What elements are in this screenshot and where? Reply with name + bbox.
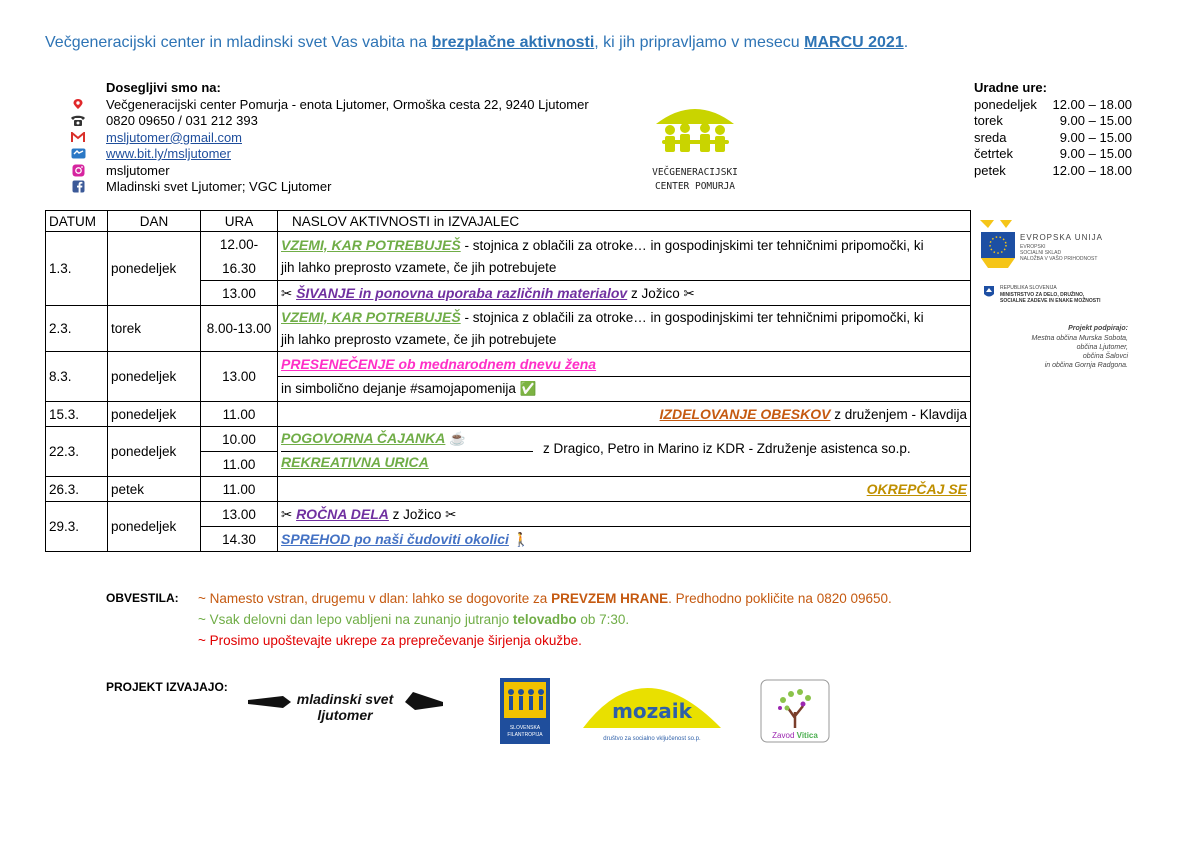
contact-address: Večgeneracijski center Pomurja - enota Ljutomer, Ormoška cesta 22, 9240 Ljutomer bbox=[106, 96, 589, 112]
mozaik-sub: društvo za socialno vključenost so.p. bbox=[603, 736, 701, 742]
link-icon bbox=[66, 146, 90, 163]
sf-line2: FILANTROPIJA bbox=[507, 732, 543, 738]
notice-exercise bbox=[198, 609, 1018, 630]
support-line: in občina Gornja Radgona. bbox=[1044, 362, 1128, 369]
activity-line bbox=[281, 454, 429, 470]
row-time: 16.30 bbox=[201, 256, 278, 281]
hours-row bbox=[974, 97, 1132, 114]
vgc-logo-line2: CENTER POMURJA bbox=[654, 181, 736, 192]
row-day: petek bbox=[108, 477, 201, 502]
activity-title: POGOVORNA ČAJANKA bbox=[281, 430, 446, 446]
row-activity bbox=[278, 502, 971, 527]
row-time: 13.00 bbox=[201, 352, 278, 402]
vitica-a: Zavod bbox=[772, 731, 797, 740]
zavod-vitica-logo bbox=[761, 680, 829, 742]
eu-line2: EVROPSKI bbox=[1020, 244, 1046, 250]
eu-line3: SOCIALNI SKLAD bbox=[1020, 250, 1062, 256]
ms-line2: ljutomer bbox=[317, 707, 373, 723]
activity-line bbox=[281, 430, 466, 447]
partners-label: PROJEKT IZVAJAJO: bbox=[106, 680, 228, 694]
notice-bold: PREVZEM HRANE bbox=[551, 591, 669, 606]
row-activity bbox=[278, 352, 971, 377]
row-day: torek bbox=[108, 306, 201, 352]
support-line: občina Šalovci bbox=[1082, 353, 1128, 360]
scissors-icon: ✂ bbox=[281, 506, 297, 522]
contact-header: Dosegljivi smo na: bbox=[106, 80, 221, 95]
activity-desc: - stojnica z oblačili za otroke… in gospodinjskimi ter tehničnimi pripomočki, ki bbox=[460, 310, 924, 325]
hours-day: sreda bbox=[974, 129, 1007, 145]
table-row bbox=[46, 477, 971, 502]
scissors-icon: ✂ bbox=[445, 506, 457, 522]
row-activity bbox=[278, 402, 971, 427]
row-day: ponedeljek bbox=[108, 352, 201, 402]
table-header-row bbox=[46, 211, 971, 232]
hours-time: 12.00 – 18.00 bbox=[1052, 96, 1132, 112]
hours-time: 12.00 – 18.00 bbox=[1052, 162, 1132, 178]
contact-instagram: msljutomer bbox=[106, 162, 170, 178]
intro-free: brezplačne aktivnosti bbox=[431, 34, 595, 51]
row-activity bbox=[278, 281, 971, 306]
eu-flag-icon bbox=[980, 220, 1015, 268]
row-activity bbox=[278, 527, 971, 552]
scissors-icon: ✂ bbox=[683, 285, 695, 301]
activity-title: ROČNA DELA bbox=[296, 505, 389, 522]
row-activity bbox=[278, 477, 971, 502]
activity-title: OKREPČAJ SE bbox=[866, 481, 967, 497]
instagram-icon bbox=[66, 162, 90, 179]
teacup-icon: ☕ bbox=[449, 431, 466, 446]
row-date: 15.3. bbox=[46, 402, 108, 427]
mail-icon bbox=[66, 129, 90, 146]
notices-label: OBVESTILA: bbox=[106, 591, 179, 605]
activity-desc: jih lahko preprosto vzamete, če jih potrebujete bbox=[281, 259, 557, 275]
hours-day: četrtek bbox=[974, 146, 1014, 161]
activity-title: SPREHOD po naši čudoviti okolici bbox=[281, 530, 509, 547]
row-day: ponedeljek bbox=[108, 402, 201, 427]
activity-who: z druženjem - Klavdija bbox=[830, 407, 967, 422]
notice-food bbox=[198, 588, 1018, 609]
activity-title: ŠIVANJE in ponovna uporaba različnih materialov bbox=[296, 284, 628, 301]
notice-text: ob 7:30. bbox=[576, 612, 630, 627]
notice-safety: ~ Prosimo upoštevajte ukrepe za preprečevanje širjenja okužbe. bbox=[198, 633, 582, 648]
mozaik-logo bbox=[583, 688, 721, 742]
activity-desc: - stojnica z oblačili za otroke… in gospodinjskimi ter tehničnimi pripomočki, ki bbox=[460, 237, 924, 253]
support-line: občina Ljutomer, bbox=[1076, 344, 1128, 351]
table-row bbox=[46, 427, 971, 452]
row-date: 26.3. bbox=[46, 477, 108, 502]
divider bbox=[281, 451, 533, 452]
hours-day: torek bbox=[974, 113, 1003, 128]
notice-text: ~ Namesto vstran, drugemu v dlan: lahko se dogovorite za bbox=[198, 591, 552, 606]
activity-title: PRESENEČENJE ob mednarodnem dnevu žena bbox=[281, 356, 597, 372]
vitica-text bbox=[772, 731, 818, 740]
hours-time: 9.00 – 15.00 bbox=[1059, 129, 1132, 145]
row-time: 14.30 bbox=[201, 527, 278, 552]
ms-line1: mladinski svet bbox=[296, 691, 394, 707]
table-row bbox=[46, 402, 971, 427]
activity-who: z Dragico, Petro in Marino iz KDR - Združenje asistenca so.p. bbox=[543, 441, 911, 456]
row-date: 22.3. bbox=[46, 427, 108, 477]
row-date: 29.3. bbox=[46, 502, 108, 552]
row-activity bbox=[278, 427, 971, 477]
contact-facebook: Mladinski svet Ljutomer; VGC Ljutomer bbox=[106, 179, 332, 194]
col-header-date: DATUM bbox=[46, 211, 108, 232]
table-row bbox=[46, 352, 971, 377]
activity-who: z Jožico bbox=[627, 285, 684, 301]
table-row bbox=[46, 232, 971, 257]
eu-line1: EVROPSKA UNIJA bbox=[1020, 233, 1103, 242]
contact-block bbox=[106, 80, 589, 196]
mladinski-svet-logo bbox=[248, 691, 443, 723]
rs-line3: SOCIALNE ZADEVE IN ENAKE MOŽNOSTI bbox=[1000, 298, 1101, 304]
location-icon bbox=[66, 96, 90, 113]
table-row bbox=[46, 502, 971, 527]
vgc-logo bbox=[648, 98, 743, 200]
rs-line1: REPUBLIKA SLOVENIJA bbox=[1000, 285, 1057, 291]
support-line: Mestna občina Murska Sobota, bbox=[1031, 335, 1128, 342]
notice-text: ~ Vsak delovni dan lepo vabljeni na zunanjo jutranjo bbox=[198, 612, 513, 627]
contact-icons bbox=[66, 96, 90, 195]
table-row bbox=[46, 306, 971, 352]
row-day: ponedeljek bbox=[108, 232, 201, 306]
row-day: ponedeljek bbox=[108, 427, 201, 477]
hours-day: ponedeljek bbox=[974, 96, 1037, 112]
row-time: 11.00 bbox=[201, 402, 278, 427]
hours-row bbox=[974, 113, 1132, 130]
scissors-icon: ✂ bbox=[281, 285, 297, 301]
col-header-day: DAN bbox=[108, 211, 201, 232]
hours-day: petek bbox=[974, 162, 1006, 178]
vitica-b: Vitica bbox=[796, 731, 818, 740]
row-date: 2.3. bbox=[46, 306, 108, 352]
intro-end: . bbox=[903, 34, 909, 51]
row-date: 1.3. bbox=[46, 232, 108, 306]
hours-header: Uradne ure: bbox=[974, 80, 1047, 95]
row-time: 12.00- bbox=[201, 232, 278, 257]
phone-icon bbox=[66, 113, 90, 130]
notice-text: . Predhodno pokličite na 0820 09650. bbox=[668, 591, 892, 606]
intro-pre: Večgeneracijski center in mladinski svet Vas vabita na bbox=[45, 34, 432, 51]
sf-line1: SLOVENSKA bbox=[509, 725, 541, 731]
hours-time: 9.00 – 15.00 bbox=[1059, 146, 1132, 161]
row-day: ponedeljek bbox=[108, 502, 201, 552]
intro-month: MARCU 2021 bbox=[804, 34, 904, 51]
walking-icon: 🚶 bbox=[512, 531, 530, 547]
notice-bold: telovadbo bbox=[512, 612, 577, 627]
hours-time: 9.00 – 15.00 bbox=[1059, 113, 1132, 128]
mozaik-name: mozaik bbox=[612, 699, 692, 723]
office-hours bbox=[974, 80, 1132, 179]
slovenia-coat-icon bbox=[984, 286, 994, 297]
contact-web-link[interactable]: www.bit.ly/msljutomer bbox=[106, 146, 231, 161]
activity-desc: in simbolično dejanje #samojapomenija ✅ bbox=[278, 377, 971, 402]
hours-row bbox=[974, 163, 1132, 180]
intro-line bbox=[45, 34, 908, 52]
support-header: Projekt podpirajo: bbox=[1068, 325, 1128, 332]
activity-who: z Jožico bbox=[388, 506, 446, 522]
activity-desc: jih lahko preprosto vzamete, če jih potrebujete bbox=[281, 332, 557, 347]
schedule-table bbox=[45, 210, 971, 552]
facebook-icon bbox=[66, 179, 90, 196]
row-time: 13.00 bbox=[201, 502, 278, 527]
intro-mid: , ki jih pripravljamo v mesecu bbox=[594, 34, 805, 51]
activity-title: VZEMI, KAR POTREBUJEŠ bbox=[281, 236, 461, 253]
slovenska-filantropija-logo bbox=[500, 678, 550, 744]
activity-title: VZEMI, KAR POTREBUJEŠ bbox=[281, 309, 461, 325]
row-time: 10.00 bbox=[201, 427, 278, 452]
col-header-time: URA bbox=[201, 211, 278, 232]
activity-title: REKREATIVNA URICA bbox=[281, 454, 429, 470]
contact-email-link[interactable]: msljutomer@gmail.com bbox=[106, 129, 242, 145]
vgc-logo-line1: VEČGENERACIJSKI bbox=[652, 167, 738, 178]
activity-title: IZDELOVANJE OBESKOV bbox=[659, 406, 831, 422]
hours-row bbox=[974, 130, 1132, 147]
row-time: 11.00 bbox=[201, 477, 278, 502]
row-activity bbox=[278, 306, 971, 352]
row-time: 11.00 bbox=[201, 452, 278, 477]
rs-line2: MINISTRSTVO ZA DELO, DRUŽINO, bbox=[1000, 292, 1085, 298]
contact-phone: 0820 09650 / 031 212 393 bbox=[106, 113, 258, 128]
row-activity bbox=[278, 232, 971, 281]
eu-line4: NALOŽBA V VAŠO PRIHODNOST bbox=[1020, 256, 1098, 262]
row-time: 8.00-13.00 bbox=[201, 306, 278, 352]
row-date: 8.3. bbox=[46, 352, 108, 402]
funding-logos bbox=[978, 218, 1143, 388]
row-time: 13.00 bbox=[201, 281, 278, 306]
partner-logos bbox=[243, 678, 843, 748]
hours-row bbox=[974, 146, 1132, 163]
col-header-title: NASLOV AKTIVNOSTI in IZVAJALEC bbox=[278, 211, 971, 232]
